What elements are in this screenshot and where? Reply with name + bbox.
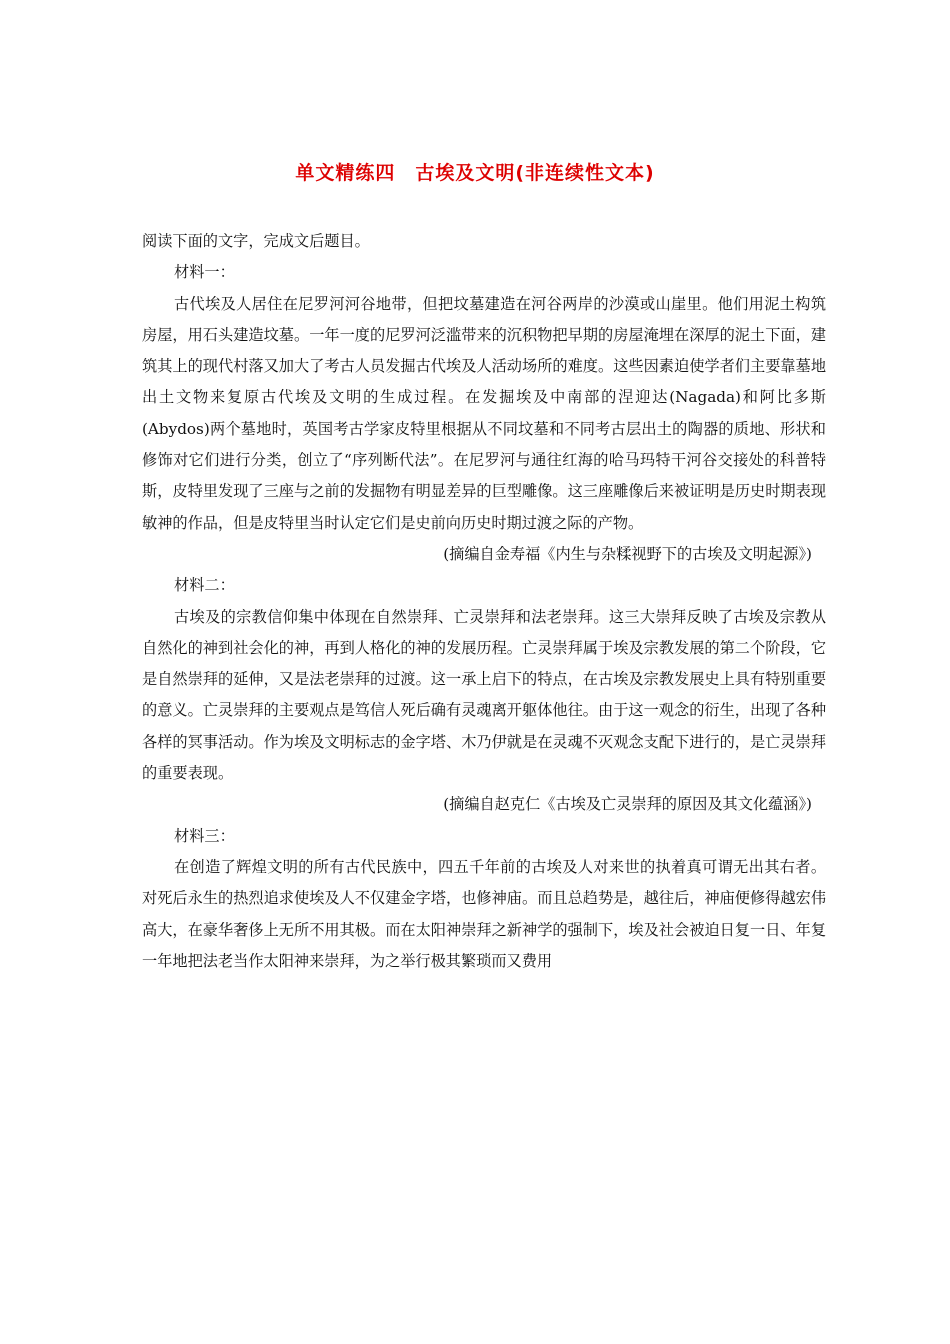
material-2-source: (摘编自赵克仁《古埃及亡灵崇拜的原因及其文化蕴涵》)	[443, 795, 812, 814]
material-2-label: 材料二：	[174, 576, 235, 595]
material-3-label: 材料三：	[174, 826, 235, 845]
document-body	[142, 226, 826, 977]
material-1-text: 古代埃及人居住在尼罗河河谷地带，但把坟墓建造在河谷两岸的沙漠或山崖里。他们用泥土构筑房屋，用石头建造坟墓。一年一度的尼罗河泛滥带来的沉积物把早期的房屋淹埋在深厚的泥土下面，建筑其上的现代村落又加大了考古人员发掘古代埃及人活动场所的难度。这些因素迫使学者们主要靠墓地出土文物来复原古代埃及文明的生成过程。在发掘埃及中南部的涅迎达(Nagada)和阿比多斯(Abydos)两个墓地时，英国考古学家皮特里根据从不同坟墓和不同考古层出土的陶器的质地、形状和修饰对它们进行分类，创立了“序列断代法”。在尼罗河与通往红海的哈马玛特干河谷交接处的科普特斯，皮特里发现了三座与之前的发掘物有明显差异的巨型雕像。这三座雕像后来被证明是历史时期表现敏神的作品，但是皮特里当时认定它们是史前向历史时期过渡之际的产物。	[142, 294, 826, 532]
material-2-text: 古埃及的宗教信仰集中体现在自然崇拜、亡灵崇拜和法老崇拜。这三大崇拜反映了古埃及宗教从自然化的神到社会化的神，再到人格化的神的发展历程。亡灵崇拜属于埃及宗教发展的第二个阶段，它是自然崇拜的延伸，又是法老崇拜的过渡。这一承上启下的特点，在古埃及宗教发展史上具有特别重要的意义。亡灵崇拜的主要观点是笃信人死后确有灵魂离开躯体他往。由于这一观念的衍生，出现了各种各样的冥事活动。作为埃及文明标志的金字塔、木乃伊就是在灵魂不灭观念支配下进行的，是亡灵崇拜的重要表现。	[142, 607, 826, 783]
material-3-text: 在创造了辉煌文明的所有古代民族中，四五千年前的古埃及人对来世的执着真可谓无出其右者。对死后永生的热烈追求使埃及人不仅建金字塔，也修神庙。而且总趋势是，越往后，神庙便修得越宏伟高大，在豪华奢侈上无所不用其极。而在太阳神崇拜之新神学的强制下，埃及社会被迫日复一日、年复一年地把法老当作太阳神来崇拜，为之举行极其繁琐而又费用	[142, 857, 826, 970]
reading-instruction: 阅读下面的文字，完成文后题目。	[142, 232, 370, 250]
document-title: 单文精练四 古埃及文明(非连续性文本)	[295, 162, 655, 184]
material-1-source: (摘编自金寿福《内生与杂糅视野下的古埃及文明起源》)	[443, 544, 812, 563]
material-1-label: 材料一：	[174, 263, 235, 282]
